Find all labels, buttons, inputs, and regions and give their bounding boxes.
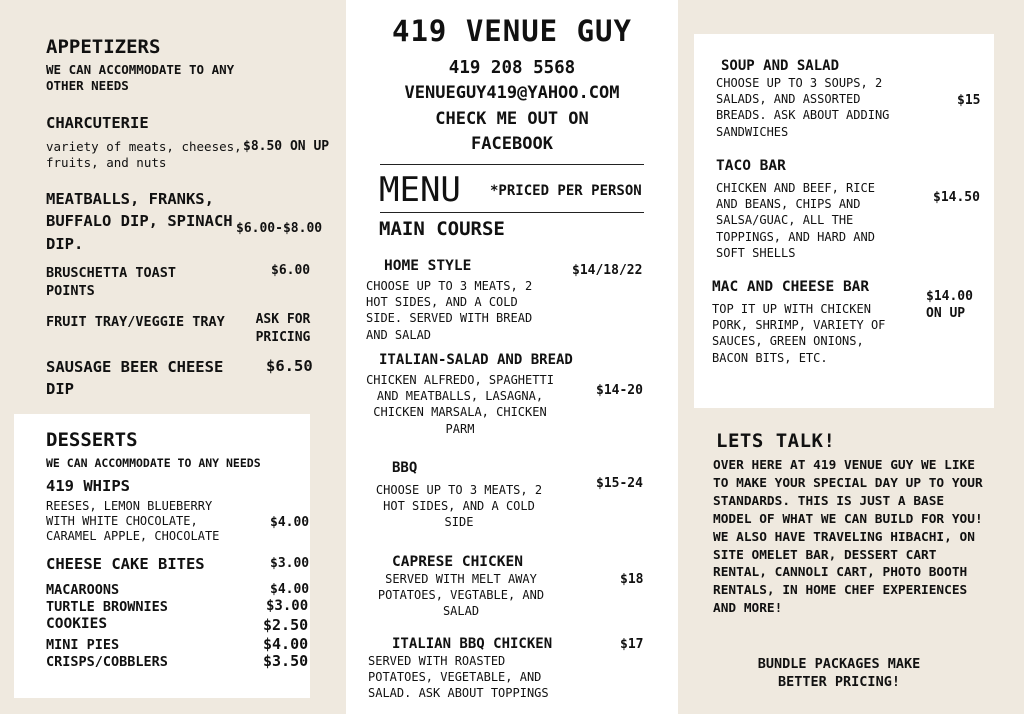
main-desc-home-style: CHOOSE UP TO 3 MEATS, 2 HOT SIDES, AND A COLD SIDE. SERVED WITH BREAD AND SALAD	[366, 279, 533, 342]
appetizer-price-bruschetta: $6.00	[271, 263, 311, 278]
header-divider	[380, 164, 644, 165]
dessert-desc-whips: REESES, LEMON BLUEBERRY WITH WHITE CHOCOLATE, CARAMEL APPLE, CHOCOLATE	[46, 499, 220, 543]
bar-price-taco: $14.50	[933, 190, 980, 205]
email-address[interactable]: VENUEGUY419@YAHOO.COM	[404, 83, 620, 103]
dessert-name-cheesecake: CHEESE CAKE BITES	[46, 555, 205, 573]
business-name: 419 VENUE GUY	[392, 14, 632, 48]
appetizer-price-charcuterie: $8.50 ON UP	[243, 139, 330, 154]
appetizer-name-sausage-dip: SAUSAGE BEER CHEESE DIP	[46, 358, 224, 398]
appetizer-price-sausage-dip: $6.50	[266, 357, 313, 375]
main-name-caprese: CAPRESE CHICKEN	[392, 554, 523, 570]
bar-name-taco: TACO BAR	[716, 158, 786, 174]
menu-divider	[380, 212, 644, 213]
appetizer-name-fruit-tray: FRUIT TRAY/VEGGIE TRAY	[46, 314, 225, 330]
dessert-name-whips: 419 WHIPS	[46, 477, 130, 495]
main-price-home-style: $14/18/22	[572, 263, 643, 278]
dessert-price-crisps: $3.50	[263, 652, 309, 670]
appetizer-name-charcuterie: CHARCUTERIE	[46, 114, 149, 132]
phone-number: 419 208 5568	[448, 58, 576, 78]
appetizer-price-meatballs: $6.00-$8.00	[236, 221, 323, 236]
dessert-price-cheesecake: $3.00	[270, 556, 310, 571]
dessert-price-brownies: $3.00	[266, 598, 309, 614]
dessert-name-cookies: COOKIES	[46, 616, 108, 632]
bar-name-mac-cheese: MAC AND CHEESE BAR	[712, 279, 870, 295]
bundle-note: BUNDLE PACKAGES MAKE BETTER PRICING!	[757, 656, 921, 691]
appetizer-desc-charcuterie: variety of meats, cheeses, fruits, and nuts	[46, 139, 242, 170]
main-desc-caprese: SERVED WITH MELT AWAY POTATOES, VEGTABLE, AND SALAD	[377, 572, 545, 619]
dessert-name-crisps: CRISPS/COBBLERS	[46, 654, 168, 670]
bar-desc-taco: CHICKEN AND BEEF, RICE AND BEANS, CHIPS AND SALSA/GUAC, ALL THE TOPPINGS, AND HARD AND SOFT SHELLS	[716, 181, 875, 260]
main-desc-italian-bbq: SERVED WITH ROASTED POTATOES, VEGETABLE, AND SALAD. ASK ABOUT TOPPINGS	[368, 654, 549, 701]
main-name-italian-bbq: ITALIAN BBQ CHICKEN	[392, 636, 553, 652]
appetizers-note: WE CAN ACCOMMODATE TO ANY OTHER NEEDS	[46, 62, 235, 93]
bar-desc-mac-cheese: TOP IT UP WITH CHICKEN PORK, SHRIMP, VARIETY OF SAUCES, GREEN ONIONS, BACON BITS, ETC.	[712, 302, 886, 365]
bar-name-soup-salad: SOUP AND SALAD	[721, 58, 840, 74]
bar-price-mac-cheese: $14.00 ON UP	[926, 289, 973, 321]
facebook-note: CHECK ME OUT ON FACEBOOK	[435, 109, 589, 154]
main-price-italian-bbq: $17	[620, 637, 644, 652]
bar-desc-soup-salad: CHOOSE UP TO 3 SOUPS, 2 SALADS, AND ASSORTED BREADS. ASK ABOUT ADDING SANDWICHES	[716, 76, 890, 139]
dessert-name-mini-pies: MINI PIES	[46, 637, 120, 653]
priced-per-person-note: *PRICED PER PERSON	[490, 183, 642, 199]
menu-title: MENU	[379, 170, 461, 210]
dessert-name-brownies: TURTLE BROWNIES	[46, 599, 168, 615]
lets-talk-title: LETS TALK!	[716, 430, 836, 452]
desserts-note: WE CAN ACCOMMODATE TO ANY NEEDS	[46, 456, 261, 470]
lets-talk-body: OVER HERE AT 419 VENUE GUY WE LIKE TO MAKE YOUR SPECIAL DAY UP TO YOUR STANDARDS. THIS IS JUST A BASE MODEL OF WHAT WE CAN BUILD FOR YOU! WE ALSO HAVE TRAVELING HIBACHI, ON SITE OMELET BAR, DESSERT CART RENTAL, CANNOLI CART, PHOTO BOOTH RENTALS, IN HOME CHEF EXPERIENCES AND MORE!	[713, 458, 983, 617]
main-desc-italian: CHICKEN ALFREDO, SPAGHETTI AND MEATBALLS, LASAGNA, CHICKEN MARSALA, CHICKEN PARM	[366, 373, 554, 436]
main-name-bbq: BBQ	[392, 460, 418, 476]
main-name-home-style: HOME STYLE	[384, 258, 472, 274]
appetizer-price-fruit-tray: ASK FOR PRICING	[255, 312, 311, 345]
main-name-italian: ITALIAN-SALAD AND BREAD	[379, 352, 573, 368]
dessert-price-whips: $4.00	[270, 515, 310, 530]
appetizers-title: APPETIZERS	[46, 36, 161, 58]
appetizer-name-meatballs: MEATBALLS, FRANKS, BUFFALO DIP, SPINACH DIP.	[46, 190, 233, 253]
desserts-title: DESSERTS	[46, 429, 138, 451]
main-price-bbq: $15-24	[596, 476, 643, 491]
main-price-caprese: $18	[620, 572, 644, 587]
dessert-price-mini-pies: $4.00	[263, 635, 309, 653]
dessert-price-cookies: $2.50	[263, 616, 309, 634]
appetizer-name-bruschetta: BRUSCHETTA TOAST POINTS	[46, 265, 177, 300]
bar-price-soup-salad: $15	[957, 93, 981, 108]
main-course-title: MAIN COURSE	[379, 218, 505, 240]
dessert-name-macaroons: MACAROONS	[46, 582, 120, 598]
main-price-italian: $14-20	[596, 383, 643, 398]
dessert-price-macaroons: $4.00	[270, 582, 310, 597]
main-desc-bbq: CHOOSE UP TO 3 MEATS, 2 HOT SIDES, AND A COLD SIDE	[375, 483, 543, 530]
